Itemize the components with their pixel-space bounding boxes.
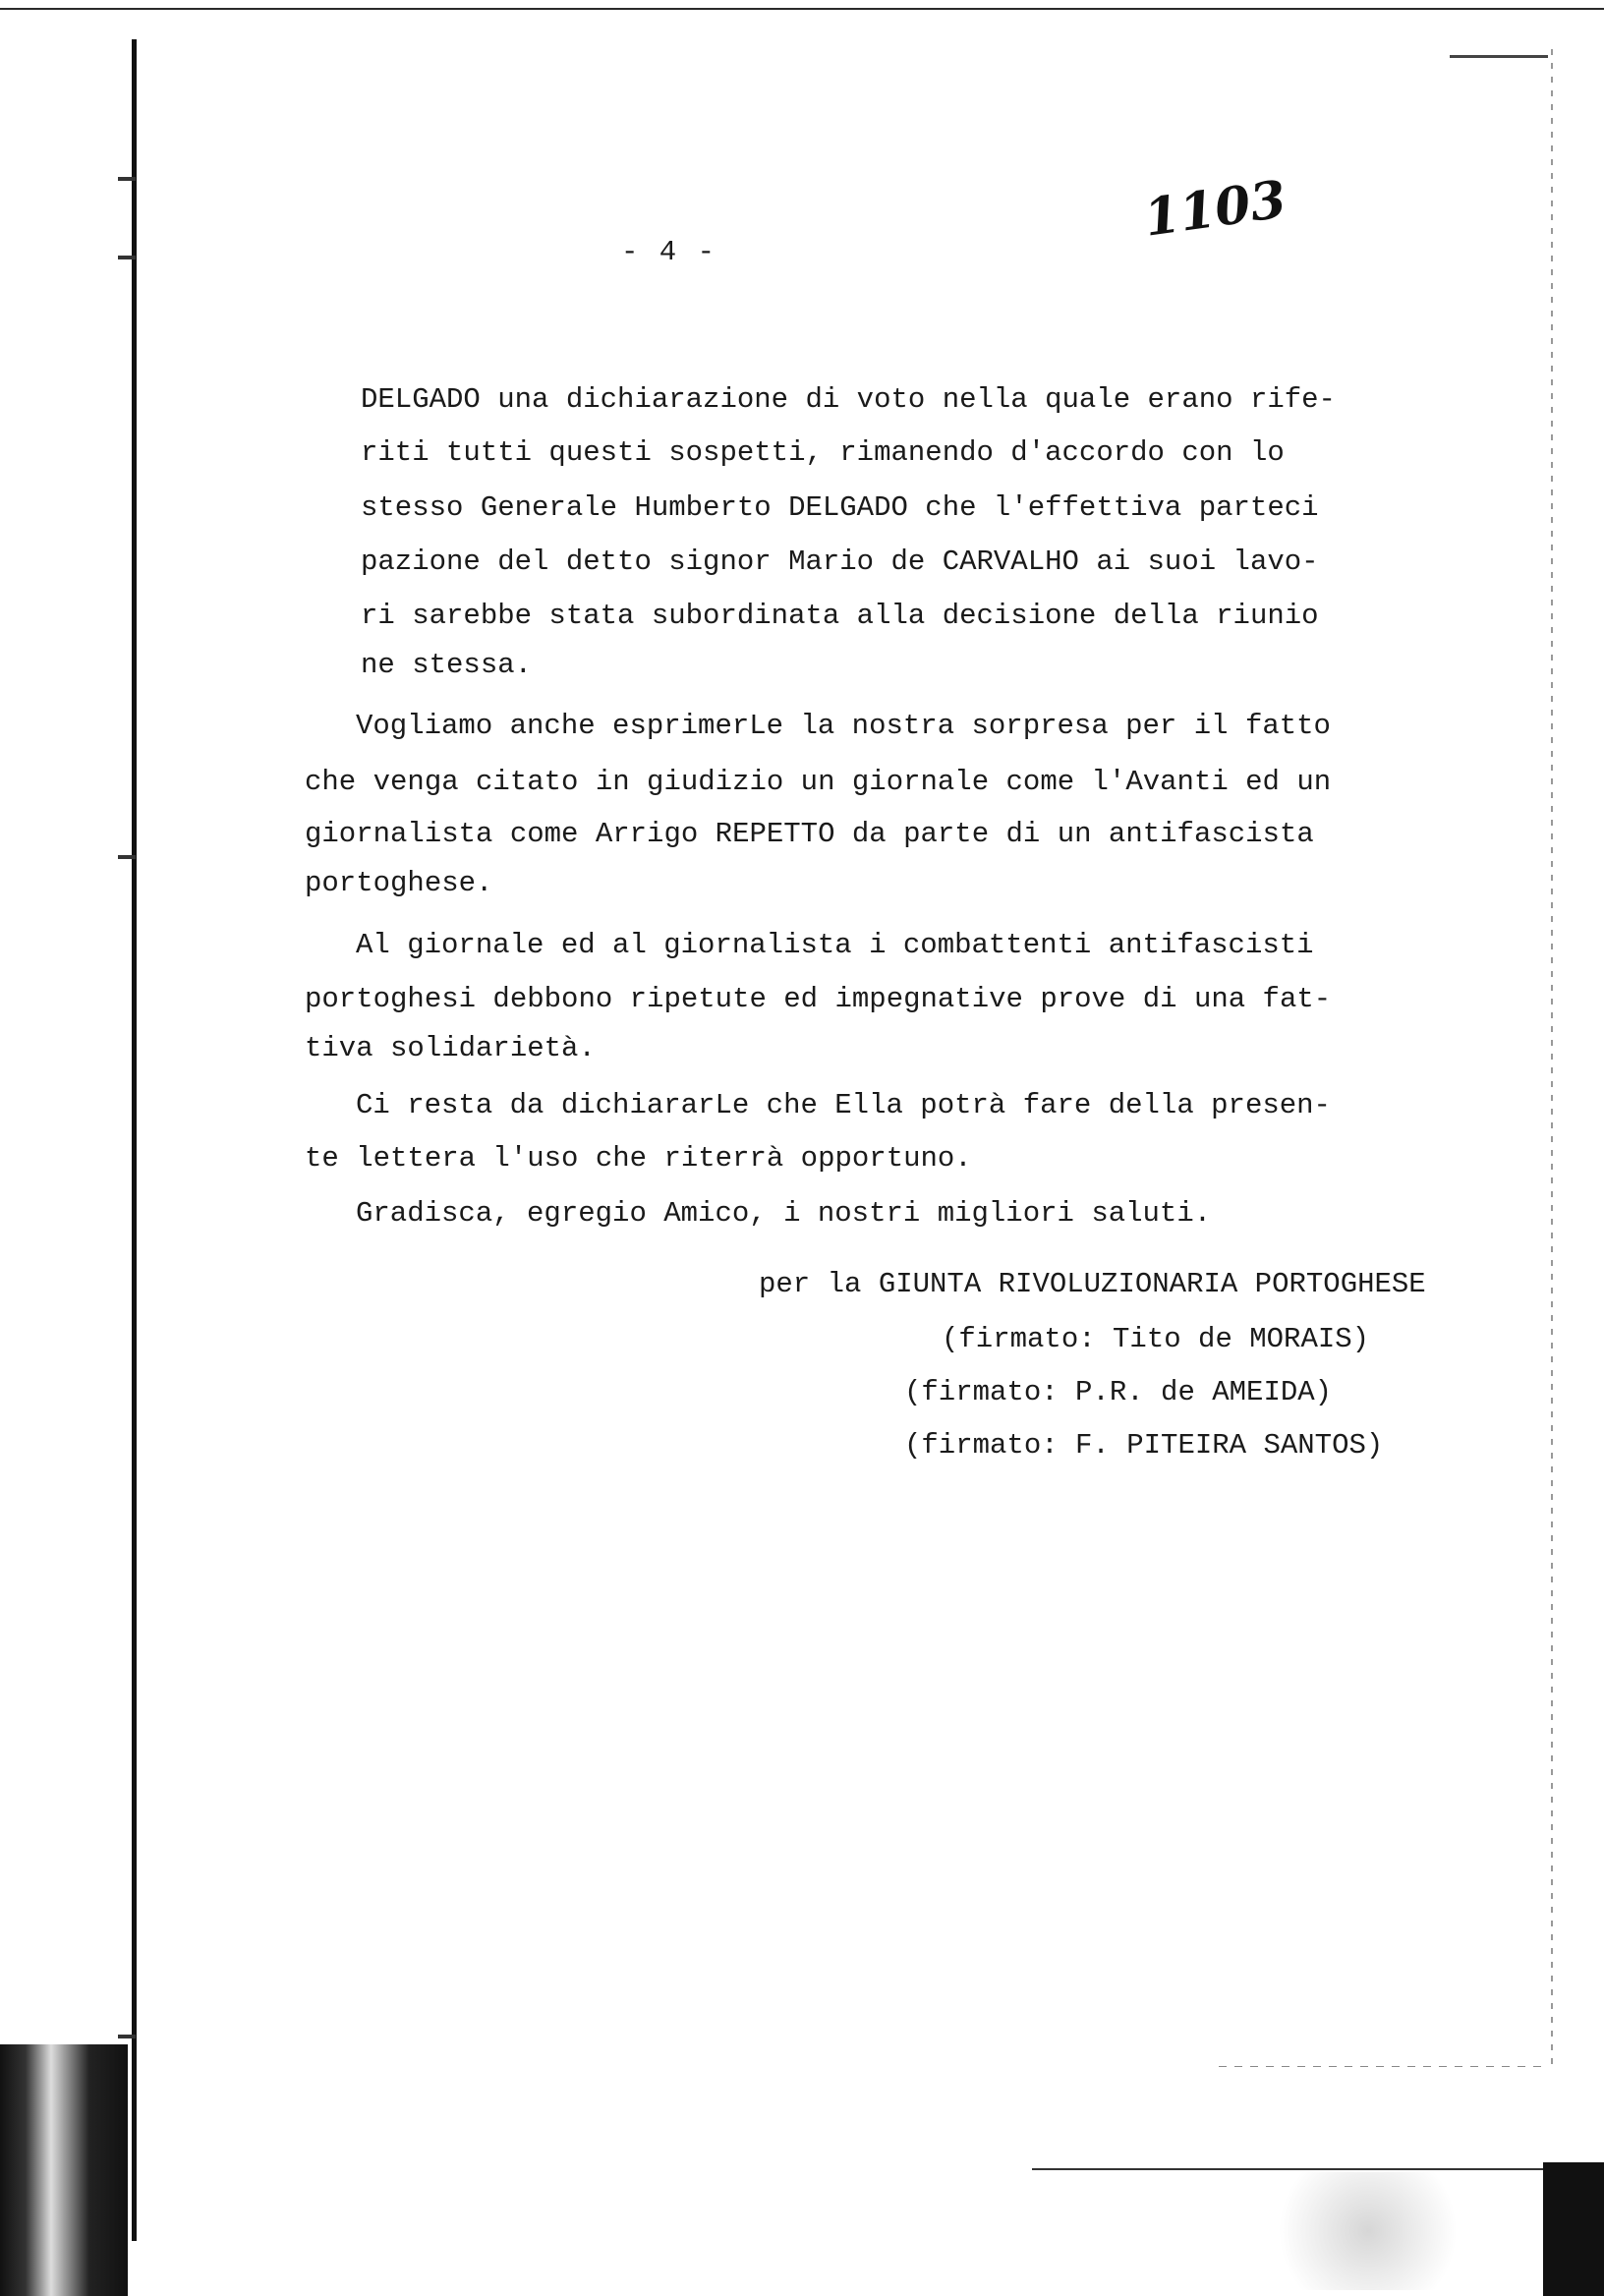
scan-edge-mark [118, 256, 136, 259]
scan-edge-right [1551, 49, 1553, 2064]
scan-edge-top [0, 8, 1604, 10]
scan-edge-left [132, 39, 137, 2241]
scan-bottom-dash [1219, 2066, 1543, 2067]
scan-artifact-left [0, 2044, 128, 2296]
text-line: che venga citato in giudizio un giornale come l'Avanti ed un [305, 766, 1332, 798]
text-line: stesso Generale Humberto DELGADO che l'effettiva parteci [361, 491, 1319, 524]
scan-artifact-right [1543, 2162, 1604, 2296]
text-line: Vogliamo anche esprimerLe la nostra sorpresa per il fatto [356, 710, 1331, 742]
signer: (firmato: P.R. de AMEIDA) [904, 1376, 1333, 1408]
text-line: Gradisca, egregio Amico, i nostri migliori saluti. [356, 1197, 1212, 1230]
text-line: te lettera l'uso che riterrà opportuno. [305, 1142, 972, 1175]
scan-artifact-noise [1278, 2172, 1504, 2290]
scan-edge-mark [118, 2035, 136, 2038]
text-line: pazione del detto signor Mario de CARVALHO ai suoi lavo- [361, 545, 1319, 578]
text-line: ne stessa. [361, 649, 533, 681]
scan-edge-mark [118, 177, 136, 181]
scan-edge-mark [118, 855, 136, 859]
text-line: ri sarebbe stata subordinata alla decisione della riunio [361, 600, 1319, 632]
text-line: riti tutti questi sospetti, rimanendo d'accordo con lo [361, 436, 1285, 469]
text-line: portoghesi debbono ripetute ed impegnative prove di una fat- [305, 983, 1332, 1015]
text-line: tiva solidarietà. [305, 1032, 596, 1064]
text-line: Ci resta da dichiararLe che Ella potrà fare della presen- [356, 1089, 1331, 1121]
text-line: portoghese. [305, 867, 493, 899]
signer: (firmato: F. PITEIRA SANTOS) [904, 1429, 1384, 1462]
text-line: Al giornale ed al giornalista i combattenti antifascisti [356, 929, 1314, 961]
scan-corner-mark [1450, 55, 1548, 58]
text-line: DELGADO una dichiarazione di voto nella quale erano rife- [361, 383, 1336, 416]
signature-org: per la GIUNTA RIVOLUZIONARIA PORTOGHESE [759, 1268, 1426, 1300]
scan-bottom-line [1032, 2168, 1543, 2170]
page-number: - 4 - [621, 236, 717, 268]
archive-number: 1103 [1140, 169, 1290, 249]
signer: (firmato: Tito de MORAIS) [942, 1323, 1370, 1355]
text-line: giornalista come Arrigo REPETTO da parte di un antifascista [305, 818, 1314, 850]
